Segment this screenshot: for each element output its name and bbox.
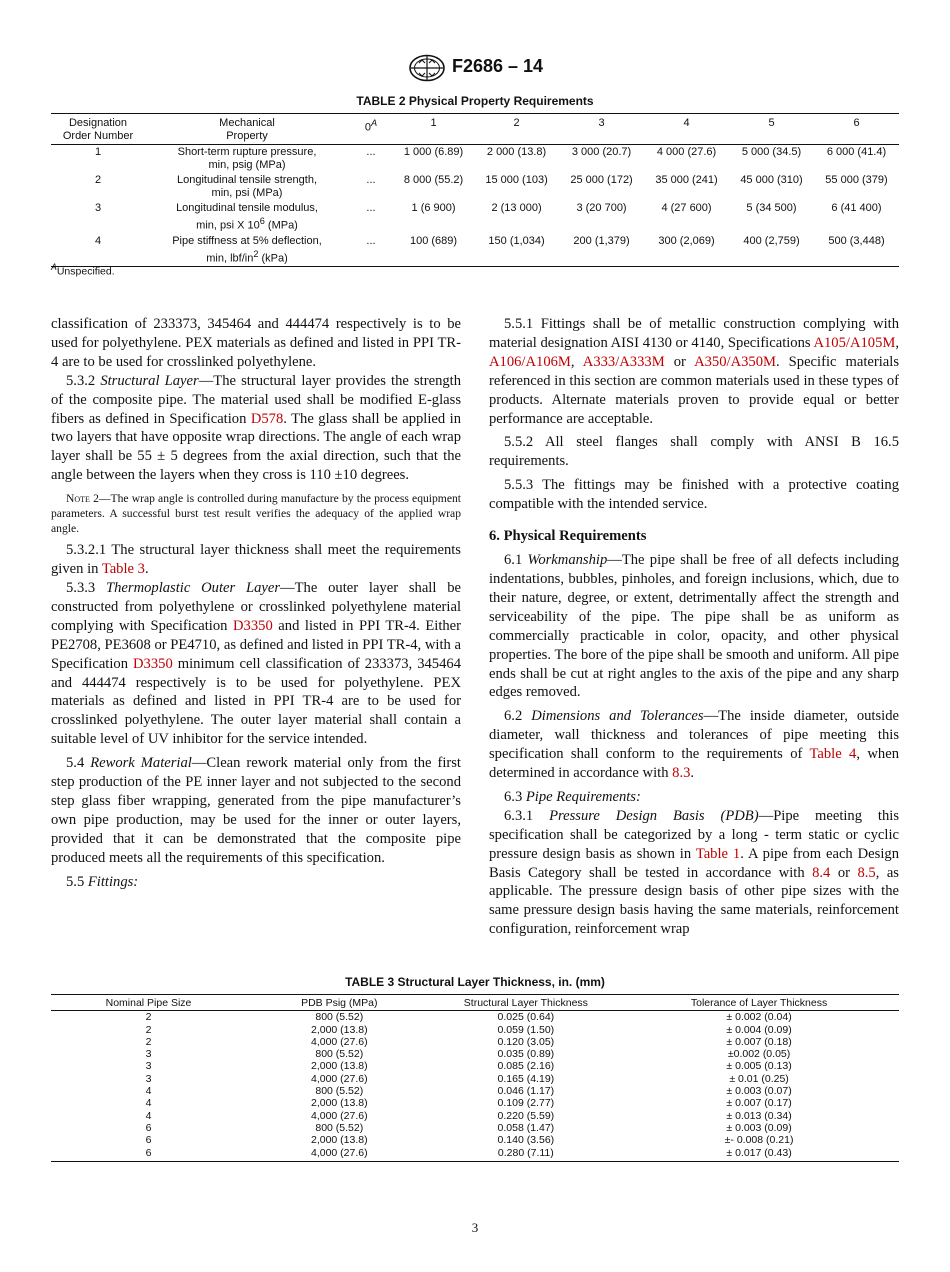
table2-header-cell: 3 [598,117,605,129]
paragraph-6-2: 6.2 Dimensions and Tolerances—The inside diameter, outside diameter, wall thickness and tolerances of pipe meeting this specification shall conform to the requirements of Table 4, when determined in accordance with 8.3. [489,708,899,782]
table-cell: 2 000 (13.8) [486,146,547,158]
table-cell: 4,000 (27.6) [310,1109,368,1122]
document-designation: F2686 – 14 [452,56,544,76]
table-cell: 5 (34 500) [746,202,797,214]
table-cell: 3 [145,1048,152,1061]
table-cell: 0.109 (2.77) [497,1097,555,1110]
left-column [51,315,461,891]
table-cell: 0.220 (5.59) [497,1109,555,1122]
table2-header-cell: $0^A$ [364,118,378,134]
paragraph-5-3-2: 5.3.2 Structural Layer—The structural layer provides the strength of the composite pipe. The material used shall be modified E-glass fibers as defined in Specification D578. The glass shall be applied in two layers that have opposite wrap directions. The angle of each wrap layer shall be 55 ± 5 degrees from the axial direction, such that the angle between the layers when they cross is 110 ±10 degrees. [51,372,462,484]
table-row [51,1085,899,1097]
table-cell: 3 [145,1072,152,1085]
table-row [51,201,899,234]
table-cell: ... [366,146,376,158]
table-cell: 6 [145,1146,152,1159]
astm-logo-icon [408,54,446,82]
paragraph-5-5-2: 5.5.2 All steel flanges shall comply with ANSI B 16.5 requirements. [489,434,899,470]
table-cell: 0.046 (1.17) [497,1085,555,1098]
table-cell: 3 000 (20.7) [571,146,632,158]
table-cell: 1 [94,146,102,158]
table-cell: 4,000 (27.6) [310,1035,368,1048]
table-cell: ± 0.003 (0.09) [726,1121,792,1134]
table-cell: 0.059 (1.50) [497,1023,555,1036]
table-cell: 400 (2,759) [743,234,800,247]
table-cell: ± 0.01 (0.25) [729,1072,789,1085]
table-cell: ±- 0.008 (0.21) [724,1134,794,1147]
page-header [0,54,950,84]
table-row [51,1122,899,1134]
table-cell: 5 000 (34.5) [741,146,802,158]
table-cell: 2,000 (13.8) [310,1023,368,1036]
table-cell: 1 000 (6.89) [403,146,464,158]
table-row [51,1048,899,1060]
table-row [51,1036,899,1048]
table-cell: 800 (5.52) [315,1011,364,1024]
table-cell: 4 [145,1109,152,1122]
table-cell: 4 [145,1085,152,1098]
table-cell: ... [366,202,376,214]
table2-title: TABLE 2 Physical Property Requirements [356,94,594,108]
table-cell: 55 000 (379) [825,174,888,186]
table2-header-cell: 4 [683,117,690,129]
paragraph-5-3-3: 5.3.3 Thermoplastic Outer Layer—The outer layer shall be constructed from polyethylene or crosslinked polyethylene material complying with Specification D3350 and listed in PPI TR-4. Either PE2708, PE3608 or PE4710, as defined and listed in PPI TR-4, with a Specification D3350 minimum cell classification of 233373, 345464 and 444474 respectively is to be used for polyethylene. PEX materials as defined and listed in PPI TR-4 are to be used for crosslinked polyethylene. The outer layer material shall contain a suitable level of UV inhibitor for the service intended. [51,579,462,748]
table-cell: ± 0.002 (0.04) [726,1011,792,1024]
table-cell: 2,000 (13.8) [310,1134,368,1147]
table-cell: 0.120 (3.05) [497,1035,555,1048]
paragraph-5-5-1: 5.5.1 Fittings shall be of metallic construction complying with material designation AISI 4130 or 4140, Specifications A105/A105M, A106/A106M, A333/A333M or A350/A350M. Specific materials referenced in this section are common materials used in these types of products. Alternate materials proven to provide equal or better performance are acceptable. [489,316,899,427]
table-cell: 0.165 (4.19) [497,1072,555,1085]
paragraph-6-1: 6.1 Workmanship—The pipe shall be free of all defects including indentations, bubbles, pinholes, and foreign inclusions, which, due to their nature, degree, or extent, detrimentally affect the strength and serviceability of the pipe. The pipe shall be as uniform as commercially practicable in color, opacity, and other physical properties. The bore of the pipe shall be smooth and uniform. All pipe ends shall be cut at right angles to the axis of the pipe and any sharp edges removed. [489,552,899,701]
table-cell: 8 000 (55.2) [403,174,464,186]
page-number: 3 [471,1220,479,1235]
table3 [51,994,899,1162]
table-cell: 2,000 (13.8) [310,1097,368,1110]
table-cell: 4 000 (27.6) [656,146,717,158]
table-cell: 6 (41 400) [831,202,882,214]
table-cell: 6 [145,1134,152,1147]
table-cell: 6 000 (41.4) [826,146,887,158]
table-cell: 300 (2,069) [658,234,715,247]
table-cell: ... [366,174,376,186]
table-row [51,145,899,174]
table-row [51,1060,899,1072]
table-cell: ± 0.003 (0.07) [726,1085,792,1098]
table-cell: 4 [145,1097,152,1110]
table-cell: 1 (6 900) [411,202,456,214]
table-cell: 0.025 (0.64) [497,1011,555,1024]
paragraph-5-4: 5.4 Rework Material—Clean rework material only from the first step production of the PE inner layer and not subjected to the second step glass fiber wrapping, generated from the pipe manufacturer’s own pipe production, may be used for the inner or outer layers, provided that it can be demonstrated that the composite pipe produced meets all the requirements of this specification. [51,755,461,866]
table-cell: 15 000 (103) [485,174,548,186]
table3-header-cell: Tolerance of Layer Thickness [690,997,828,1009]
table2-header-cell: Designation Order Number [62,117,134,142]
table2 [51,113,899,267]
table-cell: 2 [145,1035,152,1048]
table-cell: ... [366,234,376,247]
table-cell: 100 (689) [409,234,458,247]
table2-header-cell: 2 [513,117,520,129]
table-cell: 200 (1,379) [573,234,630,247]
table-cell: 4 (27 600) [661,202,712,214]
paragraph-6-3-1: 6.3.1 Pressure Design Basis (PDB)—Pipe meeting this specification shall be categorized by a long - term static or cyclic pressure design basis as shown in Table 1. A pipe from each Design Basis Category shall be tested in accordance with 8.4 or 8.5, as applicable. The pressure design basis of other pipe sizes with the same pressure design basis having the same materials, reinforcement configuration, reinforcement wrap [489,807,899,938]
table3-title: TABLE 3 Structural Layer Thickness, in. (mm) [345,975,605,989]
table-cell: ±0.002 (0.05) [727,1048,791,1061]
table-cell: 2 [94,174,102,186]
table-cell: Short-term rupture pressure, min, psig (MPa) [177,146,317,171]
table-cell: 45 000 (310) [740,174,803,186]
table2-header-row [51,114,899,145]
table-cell: 3 [145,1060,152,1073]
table-cell: Longitudinal tensile strength, min, psi (MPa) [176,174,318,199]
table-row [51,1011,899,1024]
paragraph-5-5: 5.5 Fittings: [66,873,139,890]
table-cell: 3 [94,202,102,214]
table-cell: 500 (3,448) [828,234,885,247]
table-cell: 4 [94,234,102,247]
table-cell: 800 (5.52) [315,1085,364,1098]
table2-header-cell: 1 [430,117,437,129]
table-cell: ± 0.005 (0.13) [726,1060,792,1073]
paragraph-5-3-2-1: 5.3.2.1 The structural layer thickness shall meet the requirements given in Table 3. [51,542,461,578]
right-column [489,315,899,939]
table-row [51,173,899,201]
table-cell: ± 0.013 (0.34) [726,1109,792,1122]
table-cell: 2,000 (13.8) [310,1060,368,1073]
table-cell: 35 000 (241) [655,174,718,186]
table-cell: 4,000 (27.6) [310,1146,368,1159]
table-cell: 0.035 (0.89) [497,1048,555,1061]
table3-header-cell: Nominal Pipe Size [105,997,192,1009]
table-cell: Pipe stiffness at 5% deflection, min, lbf/$in^2$ (kPa) [172,234,322,265]
table-row [51,1024,899,1036]
table2-header-cell: 5 [768,117,775,129]
table-row [51,1134,899,1146]
table-cell: ± 0.007 (0.18) [726,1035,792,1048]
table-cell: 800 (5.52) [315,1048,364,1061]
table3-header-cell: Structural Layer Thickness [463,997,588,1009]
table-cell: 25 000 (172) [570,174,633,186]
table-cell: 6 [145,1121,152,1134]
paragraph: classification of 233373, 345464 and 444474 respectively is to be used for polyethylene. PEX materials as defined and listed in PPI TR-4 are to be used for crosslinked polyethylene. [51,316,461,370]
table-cell: ± 0.017 (0.43) [726,1146,792,1159]
table3-header-cell: PDB Psig (MPa) [301,997,378,1009]
section-heading: 6. Physical Requirements [489,528,647,545]
table-cell: ± 0.007 (0.17) [726,1097,792,1110]
table-cell: 150 (1,034) [488,234,545,247]
table-row [51,1110,899,1122]
table3-header-row [51,995,899,1011]
paragraph-5-5-3: 5.5.3 The fittings may be finished with a protective coating compatible with the intended service. [489,477,899,513]
table-cell: 2 [145,1011,152,1024]
table-row [51,1073,899,1085]
table-row [51,1097,899,1109]
table-cell: 800 (5.52) [315,1121,364,1134]
table-row [51,234,899,267]
table2-header-cell: 6 [853,117,860,129]
table-cell: 0.280 (7.11) [497,1146,554,1159]
table-row [51,1147,899,1162]
table-cell: Longitudinal tensile modulus, min, psi X $10^6$ (MPa) [176,202,318,232]
paragraph-6-3: 6.3 Pipe Requirements: [504,788,641,805]
table-cell: 0.058 (1.47) [497,1121,555,1134]
table-cell: 2 [145,1023,152,1036]
table2-footnote: $^A$Unspecified. [51,262,115,278]
note-2: Note 2—The wrap angle is controlled during manufacture by the process equipment parameters. A successful burst test result verifies the adequacy of the applied wrap angle. [51,492,461,536]
table-cell: 3 (20 700) [576,202,627,214]
table-cell: 2 (13 000) [491,202,542,214]
table-cell: 4,000 (27.6) [310,1072,368,1085]
table2-header-cell: Mechanical Property [219,117,275,142]
table-cell: 0.140 (3.56) [497,1134,555,1147]
table-cell: ± 0.004 (0.09) [726,1023,792,1036]
table-cell: 0.085 (2.16) [497,1060,555,1073]
